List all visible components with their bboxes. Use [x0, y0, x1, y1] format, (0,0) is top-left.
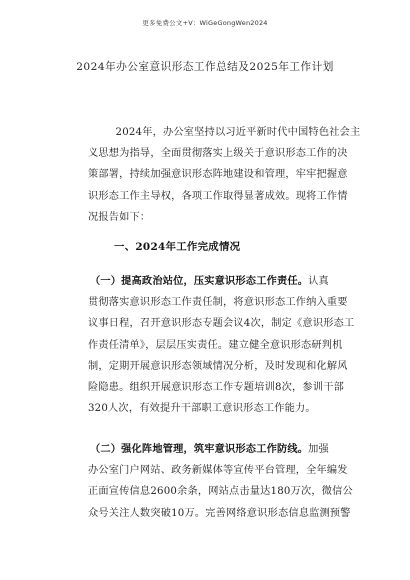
subsection-1-line: 贯彻落实意识形态工作责任制，将意识形态工作纳入重要 [88, 297, 348, 309]
section-heading: 一、2024年工作完成情况 [114, 241, 241, 253]
subsection-1-line: 险隐患。组织开展意识形态工作专题培训8次，参训干部 [88, 381, 344, 393]
intro-line: 况报告如下： [88, 211, 151, 223]
subsection-1-line: 320人次，有效提升干部职工意识形态工作能力。 [88, 403, 316, 415]
intro-line: 2024年，办公室坚持以习近平新时代中国特色社会主 [88, 127, 361, 138]
intro-line: 义思想为指导，全面贯彻落实上级关于意识形态工作的决 [88, 148, 348, 160]
subsection-1-first-line [88, 271, 350, 292]
document-title: 2024年办公室意识形态工作总结及2025年工作计划 [76, 61, 334, 73]
subsection-2-line: 办公室门户网站、政务新媒体等宣传平台管理，全年编发 [88, 465, 348, 477]
subsection-2-first-tail: 加强 [308, 444, 329, 455]
subsection-1-line: 作责任清单》，层层压实责任。建立健全意识形态研判机 [88, 339, 343, 351]
subsection-2-paragraph [88, 439, 353, 524]
watermark-text: 更多免费公文+V：WiGeGongWen2024 [142, 19, 268, 27]
subsection-1-line: 议事日程，召开意识形态专题会议4次，制定《意识形态工 [88, 318, 355, 330]
subsection-1-first-tail: 认真 [308, 276, 329, 287]
subsection-2-heading: （二）强化阵地管理，筑牢意识形态工作防线。 [90, 443, 309, 455]
intro-line: 识形态工作主导权，各项工作取得显著成效。现将工作情 [88, 190, 348, 202]
subsection-2-line: 众号关注人数突破10万。完善网络意识形态信息监测预警 [88, 507, 351, 519]
subsection-2-line: 正面宣传信息2600余条，网站点击量达180万次，微信公 [88, 486, 353, 498]
subsection-1-paragraph [88, 271, 355, 419]
subsection-2-first-line [88, 439, 350, 460]
intro-line: 策部署，持续加强意识形态阵地建设和管理，牢牢把握意 [88, 169, 348, 181]
subsection-1-heading: （一）提高政治站位，压实意识形态工作责任。 [90, 275, 309, 287]
subsection-1-line: 制，定期开展意识形态领域情况分析，及时发现和化解风 [88, 360, 348, 372]
intro-paragraph [88, 122, 361, 228]
